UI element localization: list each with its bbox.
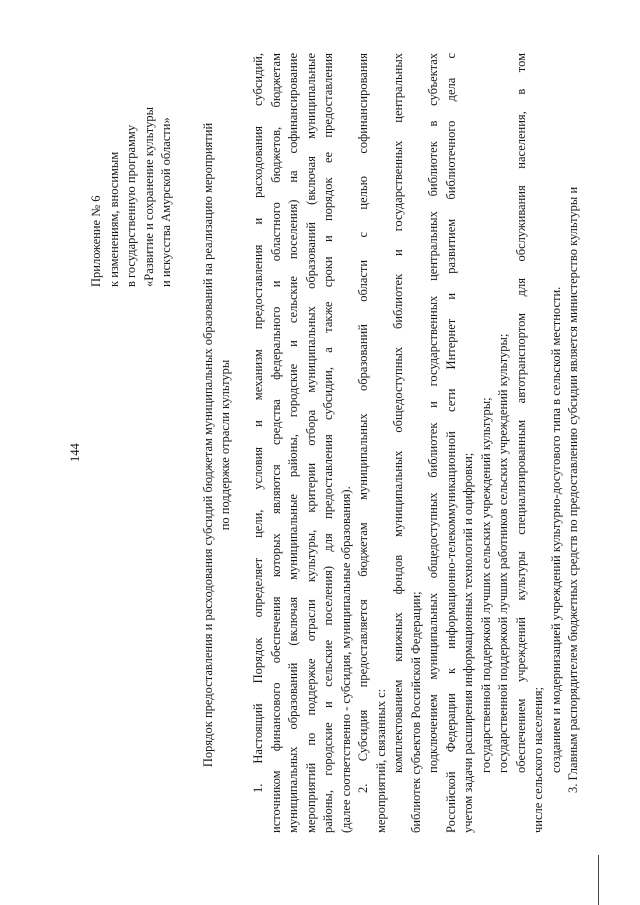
paragraph-line: подключением муниципальных общедоступных библиотек и государственных центральных библиотек в субъектах	[426, 53, 440, 773]
paragraph-line: государственной поддержкой лучших сельских учреждений культуры;	[478, 397, 493, 773]
appendix-line: «Развитие и сохранение культуры	[141, 107, 156, 287]
appendix-line: Приложение № 6	[89, 195, 103, 287]
appendix-header	[88, 7, 176, 287]
paragraph-line: районы, городские и сельские поселения) для предоставления субсидии, а также сроки и порядок ее предоставления	[321, 53, 335, 833]
paragraph-line: мероприятий по поддержке отрасли культуры, критерии отбора муниципальных образований (включая муниципальные	[303, 53, 318, 833]
paragraph-line: обеспечением учреждений культуры специализированным автотранспортом для обслуживания населения, в том	[513, 53, 528, 773]
paragraph-line: Российской Федерации к информационно-телекоммуникационной сети Интернет и развитием библиотечного дела с	[443, 53, 458, 833]
paragraph-line: государственной поддержкой лучших работников сельских учреждений культуры;	[496, 333, 510, 773]
paragraph-line: 2. Субсидия предоставляется бюджетам муниципальных образований области с целью софинансирования	[356, 53, 370, 793]
paragraph-line: созданием и модернизацией учреждений культурно-досугового типа в сельской местности.	[548, 286, 563, 773]
binding-edge-line	[598, 855, 599, 905]
paragraph-line: учетом задачи расширения информационных технологий и оцифровки;	[461, 452, 475, 833]
title-line: Порядок предоставления и расходования субсидий бюджетам муниципальных образований на реализацию мероприятий	[201, 122, 215, 768]
paragraph-line: 3. Главным распорядителем бюджетных средств по предоставлению субсидии является министерство культуры и	[566, 186, 580, 793]
paragraph-line: 1. Настоящий Порядок определяет цели, условия и механизм предоставления и расходования субсидий,	[251, 53, 265, 793]
paragraph-line: библиотек субъектов Российской Федерации;	[408, 591, 423, 833]
document-title	[200, 55, 234, 835]
paragraph-line: муниципальных образований (включая муниципальные районы, городские и сельские поселения) на софинансирование	[286, 53, 300, 833]
document-body	[250, 53, 583, 833]
paragraph-line: числе сельского населения;	[531, 687, 545, 833]
appendix-line: в государственную программу	[124, 124, 138, 287]
appendix-line: и искусства Амурской области»	[159, 117, 173, 287]
paragraph-line: мероприятий, связанных с:	[373, 688, 388, 833]
paragraph-line: источником финансового обеспечения которых являются средства федерального и областного бюджетов, бюджетам	[268, 53, 283, 833]
page-number: 144	[68, 443, 82, 462]
paragraph-line: (далее соответственно - субсидия, муниципальные образования).	[338, 486, 353, 833]
title-line: по поддержке отрасли культуры	[218, 359, 232, 531]
paragraph-line: комплектованием книжных фондов муниципальных общедоступных библиотек и государственных центральных	[391, 53, 405, 773]
appendix-line: к изменениям, вносимым	[106, 151, 121, 287]
